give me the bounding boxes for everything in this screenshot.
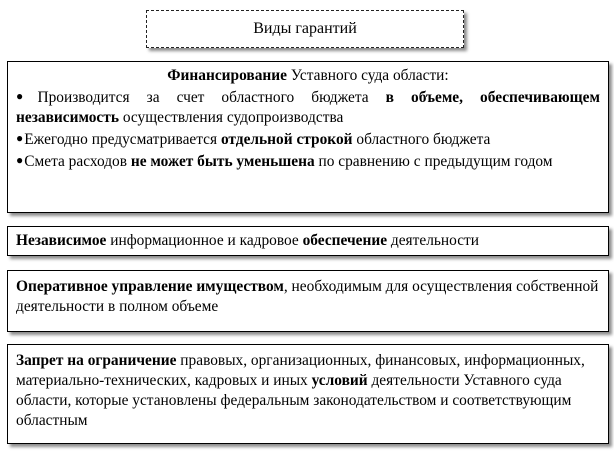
item-text: Производится за счет областного бюджета: [37, 89, 386, 106]
item-text: по сравнению с предыдущим годом: [314, 153, 553, 170]
item-text: областного бюджета: [352, 131, 491, 148]
financing-heading: [16, 66, 600, 86]
ban-on-restriction-box: [7, 344, 609, 444]
bullet-icon: ●: [16, 89, 37, 103]
financing-heading-bold: Финансирование: [167, 67, 287, 84]
independence-box: [7, 226, 609, 256]
item-text-bold: не может быть уменьшена: [130, 153, 315, 170]
financing-item-2: [16, 128, 600, 150]
ban-bold-2: условий: [311, 372, 368, 389]
financing-item-3: [16, 150, 600, 172]
financing-item-1: [16, 86, 600, 128]
bullet-icon: ●: [16, 131, 24, 145]
operational-management-box: [7, 270, 609, 332]
independence-bold-2: обеспечение: [302, 232, 388, 249]
item-text: Ежегодно предусматривается: [24, 131, 221, 148]
item-text-bold: отдельной строкой: [220, 131, 353, 148]
independence-bold-1: Независимое: [16, 232, 107, 249]
ban-text-2: деятельности Уставного суда области, которые установлены федеральным законодательством и соответствующим областным: [16, 372, 572, 429]
ban-text-1: правовых, организационных, финансовых, информационных, материально-технических, кадровых и иных: [16, 352, 585, 389]
item-text-bold: в объеме, обеспечивающем независимость: [16, 89, 600, 126]
item-text: Смета расходов: [24, 153, 131, 170]
financing-box: [7, 61, 609, 213]
bullet-icon: ●: [16, 153, 24, 167]
financing-heading-rest: Уставного суда области:: [286, 67, 449, 84]
independence-text-2: деятельности: [387, 232, 480, 249]
operational-bold: Оперативное управление имуществом: [16, 278, 284, 295]
item-text: осуществления судопроизводства: [118, 109, 344, 126]
operational-text: , необходимым для осуществления собственной деятельности в полном объеме: [16, 278, 599, 315]
types-of-guarantees-title: [146, 10, 464, 48]
ban-bold-1: Запрет на ограничение: [16, 352, 177, 369]
independence-text-1: информационное и кадровое: [106, 232, 303, 249]
title-text: Виды гарантий: [253, 20, 357, 37]
